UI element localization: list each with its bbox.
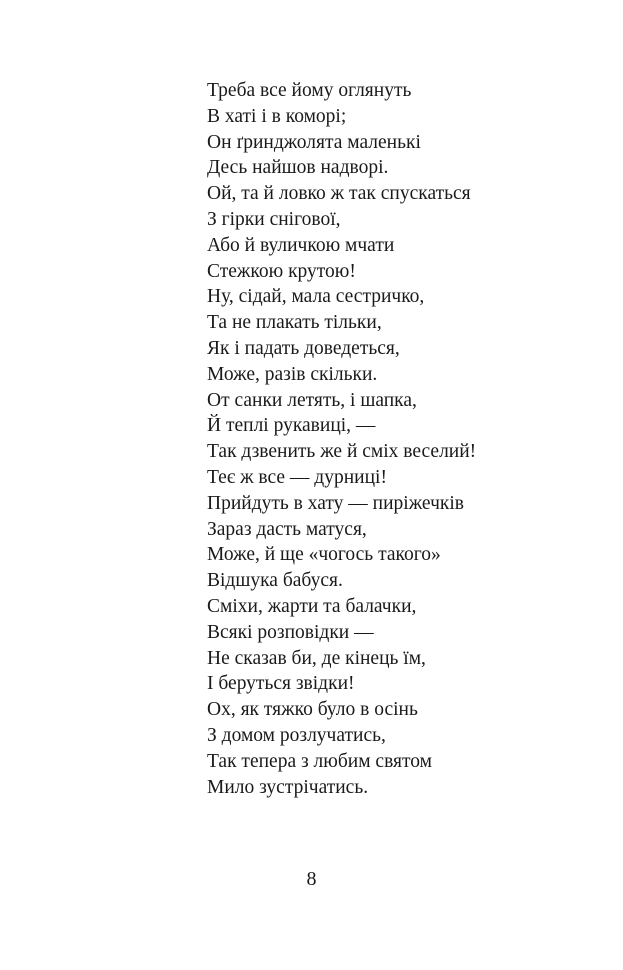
poem-line: Або й вуличкою мчати <box>207 234 395 256</box>
poem-line: Прийдуть в хату — пиріжечків <box>207 492 464 514</box>
poem-line: Десь найшов надворі. <box>207 157 389 179</box>
poem-line: Може, й ще «чогось такого» <box>207 544 441 566</box>
poem-line: Ой, та й ловко ж так спускаться <box>207 183 471 205</box>
poem-line: Не сказав би, де кінець їм, <box>207 647 426 669</box>
poem-line: Відшука бабуся. <box>207 570 343 592</box>
poem-line: Так дзвенить же й сміх веселий! <box>207 441 477 463</box>
poem-line: Всякі розповідки — <box>207 621 374 643</box>
poem-line: Може, разів скільки. <box>207 363 378 385</box>
poem-line: З домом розлучатись, <box>207 724 386 746</box>
page-number: 8 <box>306 868 317 890</box>
poem-line: Мило зустрічатись. <box>207 776 369 798</box>
poem-line: Сміхи, жарти та балачки, <box>207 595 417 617</box>
poem-line: Треба все йому оглянуть <box>207 80 412 101</box>
poem-line: Ох, як тяжко було в осінь <box>207 699 418 721</box>
poem-line: В хаті і в коморі; <box>207 105 347 127</box>
poem-line: От санки летять, і шапка, <box>207 389 417 411</box>
poem-line: Стежкою крутою! <box>207 260 356 282</box>
poem-line: Теє ж все — дурниці! <box>207 466 387 488</box>
poem-line: Й теплі рукавиці, — <box>207 415 376 437</box>
poem-line: Як і падать доведеться, <box>207 337 400 359</box>
poem-line: З гірки снігової, <box>207 208 341 230</box>
poem-line: Ну, сідай, мала сестричко, <box>207 286 425 308</box>
poem-line: Он ґринджолята маленькі <box>207 131 421 153</box>
poem-line: Так тепера з любим святом <box>207 750 432 772</box>
poem-line: Зараз дасть матуся, <box>207 518 367 540</box>
poem-line: Та не плакать тільки, <box>207 312 382 334</box>
poem-text <box>207 78 476 800</box>
poem-line: І беруться звідки! <box>207 673 355 695</box>
